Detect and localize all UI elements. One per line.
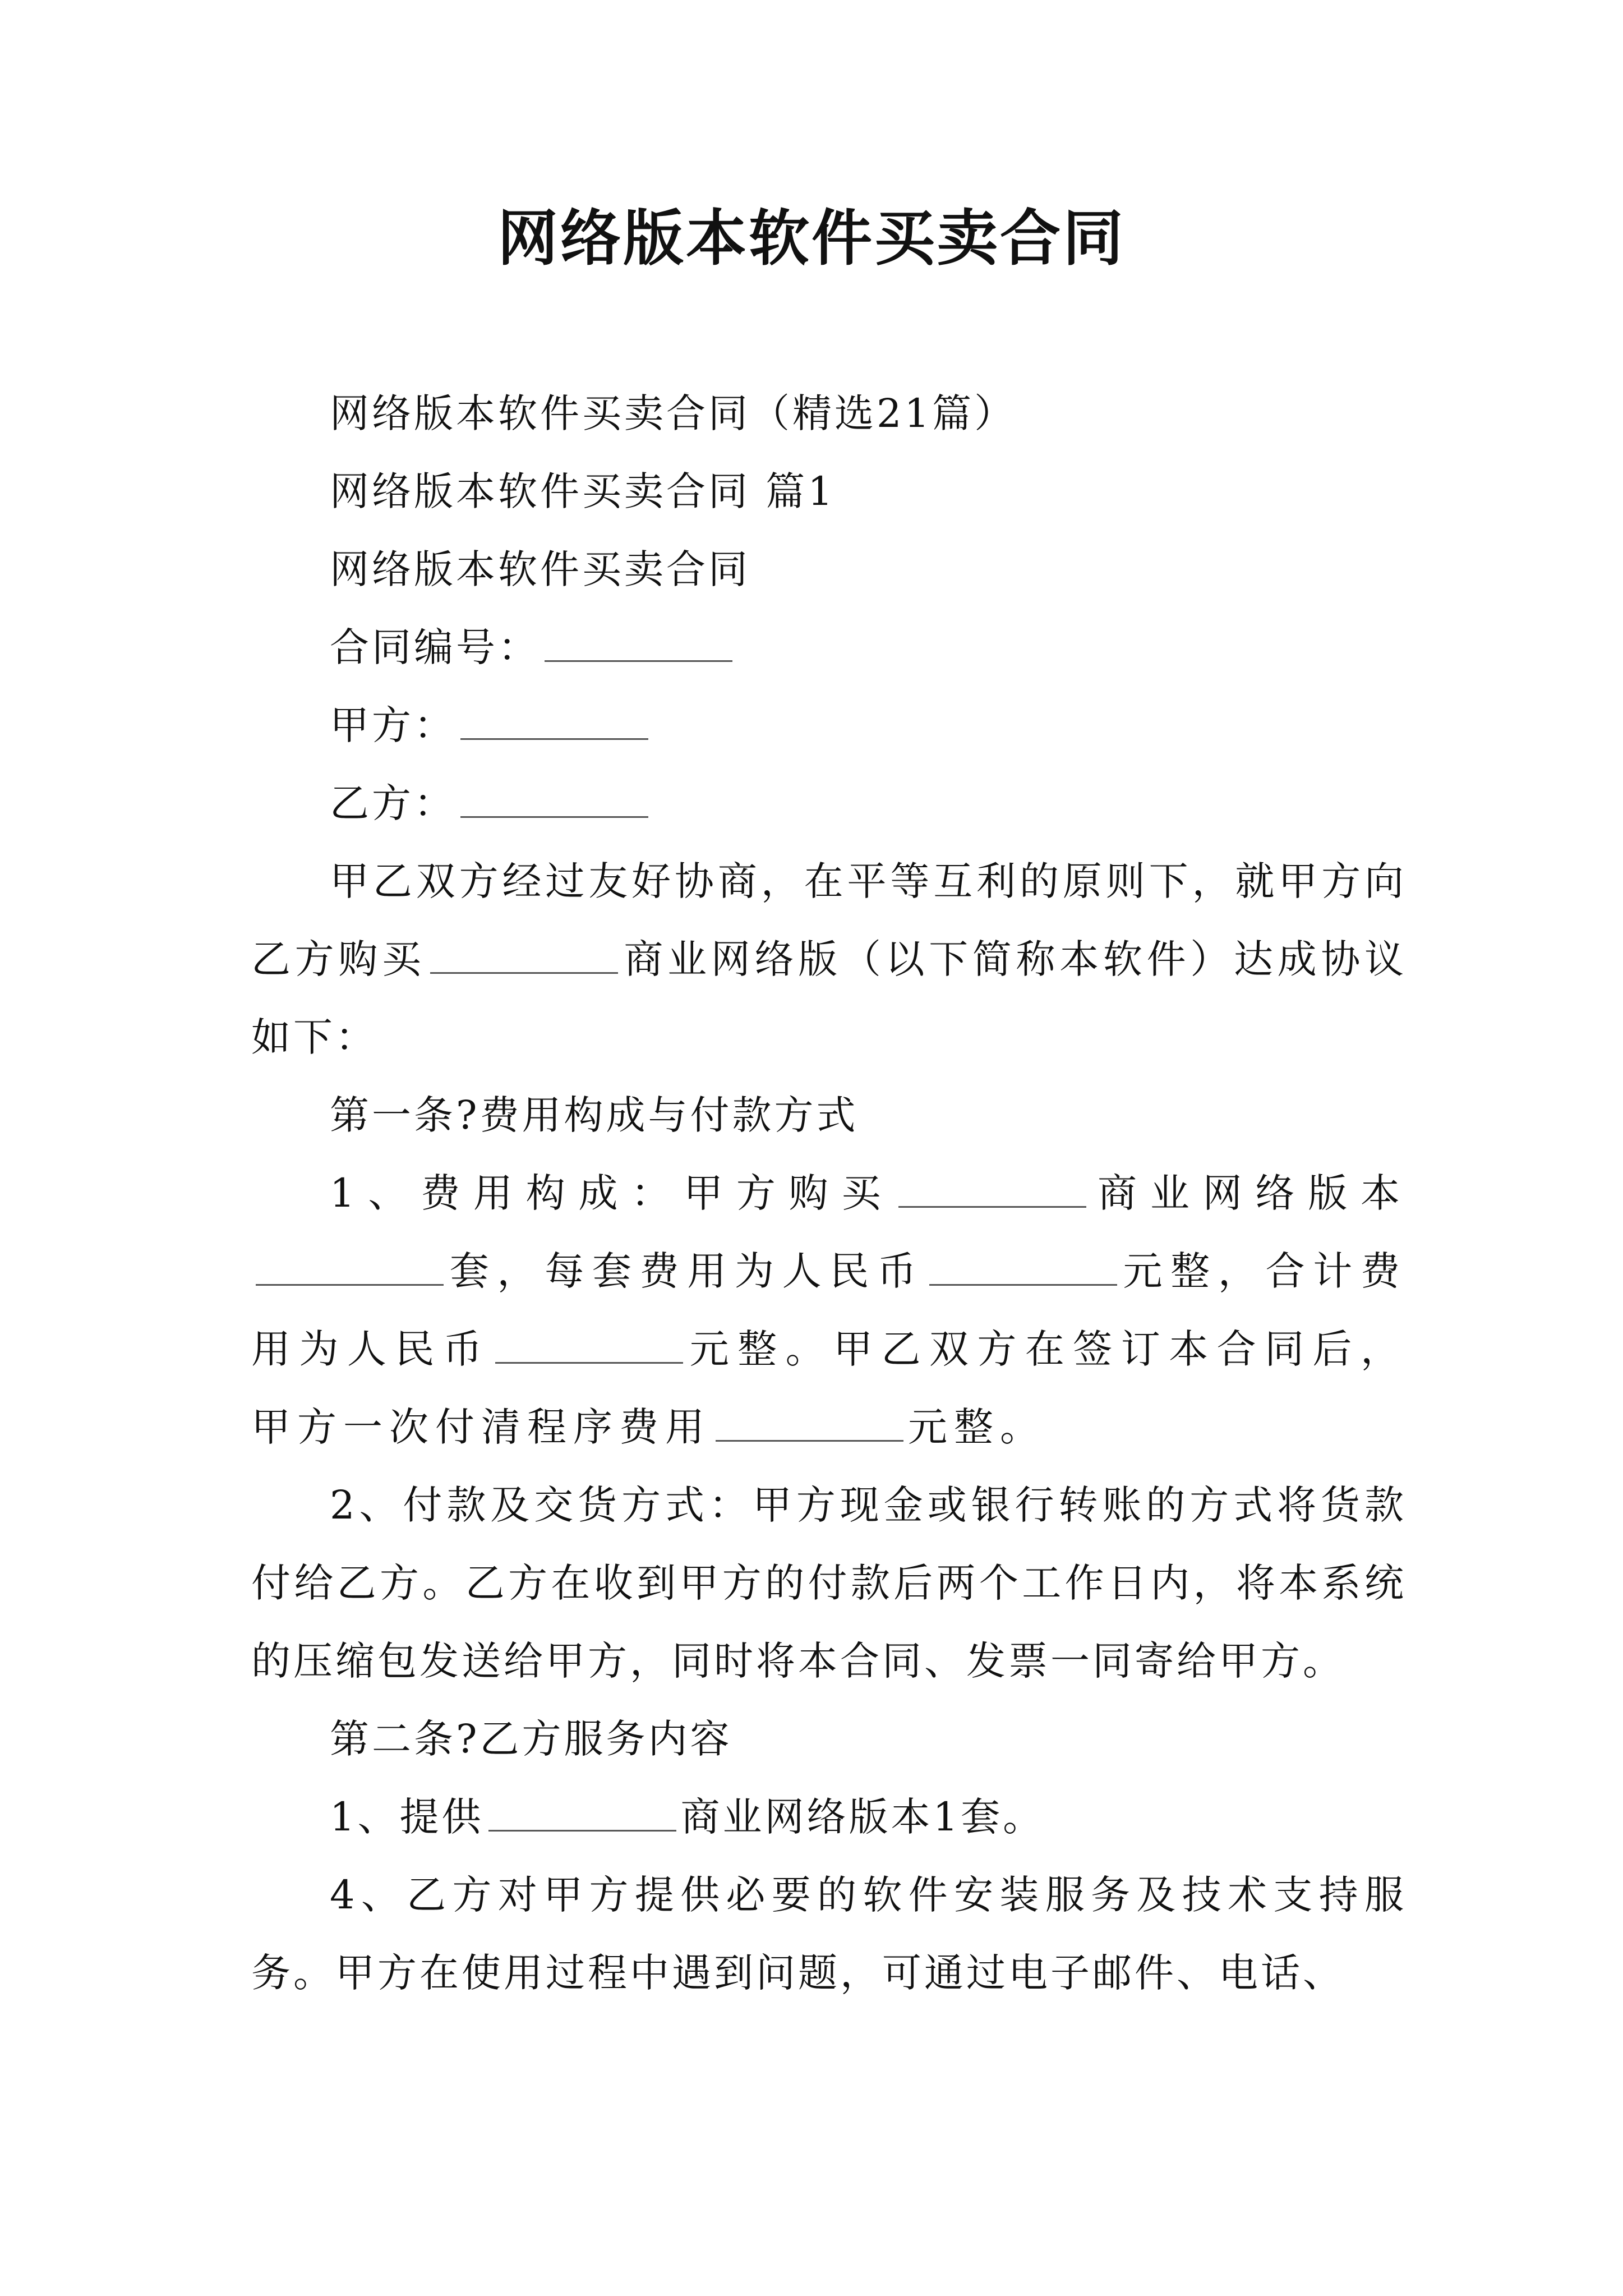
- contract-number-label: 合同编号：: [330, 624, 540, 670]
- party-b-label: 乙方：: [330, 780, 456, 826]
- document-body: [251, 375, 1407, 2012]
- quantity-blank: [256, 1245, 444, 1286]
- paragraph-support: 4、乙方对甲方提供必要的软件安装服务及技术支持服务。甲方在使用过程中遇到问题，可通过电子邮件、电话、: [251, 1872, 1407, 1996]
- party-b-blank: [460, 777, 648, 818]
- paragraph-chapter-heading: 网络版本软件买卖合同 篇1: [330, 468, 836, 514]
- paragraph-preamble: [251, 843, 1407, 1076]
- fee-text-5: 元整。甲乙双方在签订本合同后，甲方一次付清程序费用: [251, 1326, 1407, 1450]
- paragraph-provide: [251, 1778, 1407, 1856]
- provide-text-2: 商业网络版本1套。: [680, 1794, 1045, 1840]
- contract-number-blank: [545, 621, 732, 662]
- paragraph-payment-delivery: 2、付款及交货方式：甲方现金或银行转账的方式将货款付给乙方。乙方在收到甲方的付款后两个工作日内，将本系统的压缩包发送给甲方，同时将本合同、发票一同寄给甲方。: [251, 1482, 1407, 1684]
- provide-product-blank: [488, 1791, 676, 1832]
- party-a-label: 甲方：: [330, 702, 456, 748]
- preamble-text-2: 商业网络版（以下简称本软件）达成协议如下：: [251, 936, 1407, 1060]
- article-2-heading: 第二条?乙方服务内容: [330, 1716, 732, 1762]
- preamble-text-1: 甲乙双方经过友好协商，在平等互利的原则下，就甲方向乙方购买: [251, 858, 1407, 982]
- fee-text-2: 商业网络版本: [1091, 1170, 1407, 1216]
- fee-text-3: 套，每套费用为人民币: [448, 1248, 925, 1294]
- paragraph-party-a: [251, 687, 1407, 765]
- provide-text-1: 1、提供: [330, 1794, 484, 1840]
- fee-text-4: 元整，合计费用为人民币: [251, 1248, 1407, 1372]
- product-blank: [898, 1167, 1086, 1208]
- paragraph-subtitle: 网络版本软件买卖合同（精选21篇）: [330, 390, 1017, 436]
- total-price-blank: [495, 1323, 683, 1364]
- paragraph-fee-composition: [251, 1154, 1407, 1466]
- paragraph-party-b: [251, 765, 1407, 843]
- software-name-blank: [430, 933, 618, 974]
- fee-text-6: 元整。: [908, 1404, 1046, 1450]
- program-fee-blank: [716, 1401, 903, 1442]
- fee-text-1: 1、费用构成：甲方购买: [330, 1170, 895, 1216]
- paragraph-contract-number: [251, 609, 1407, 687]
- document-title: 网络版本软件买卖合同: [497, 203, 1126, 274]
- paragraph-contract-name: 网络版本软件买卖合同: [330, 546, 750, 592]
- party-a-blank: [460, 699, 648, 740]
- article-1-heading: 第一条?费用构成与付款方式: [330, 1092, 859, 1138]
- unit-price-blank: [929, 1245, 1117, 1286]
